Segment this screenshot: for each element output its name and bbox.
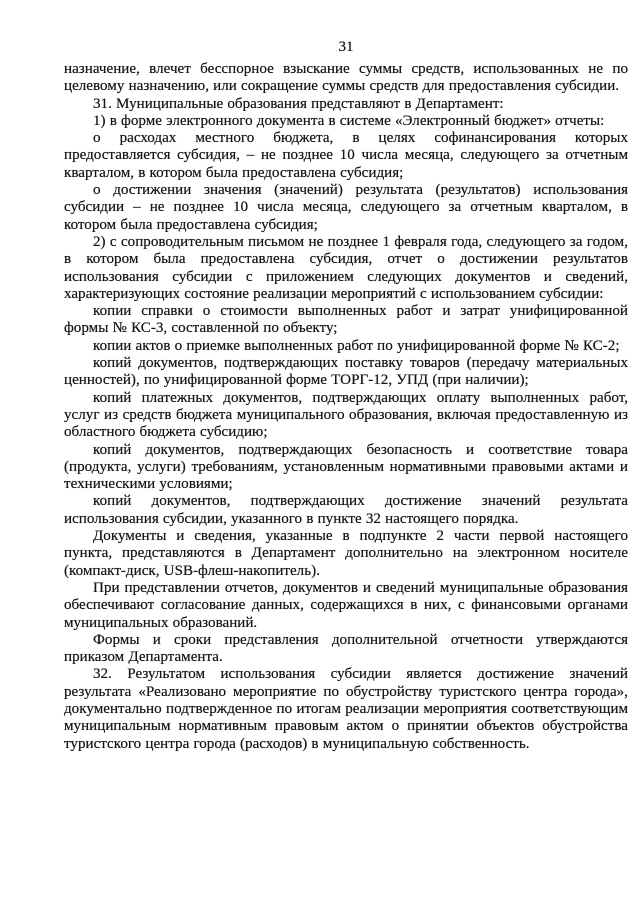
paragraph-data-coordination: При представлении отчетов, документов и сведений муниципальные образования обеспечивают согласование данных, содержащихся в них, с финансовыми органами муниципальных образований. (64, 579, 628, 631)
paragraph-copies-torg12: копий документов, подтверждающих поставку товаров (передачу материальных ценностей), по унифицированной форме ТОРГ-12, УПД (при наличии); (64, 355, 628, 389)
paragraph-copies-ks3: копии справки о стоимости выполненных работ и затрат унифицированной формы № КС-3, составленной по объекту; (64, 303, 628, 337)
paragraph-reporting-forms: Формы и сроки представления дополнительной отчетности утверждаются приказом Департамента. (64, 631, 628, 666)
paragraph-copies-safety-docs: копий документов, подтверждающих безопасность и соответствие товара (продукта, услуги) требованиям, установленным нормативными правовыми актами и техническими условиями; (64, 441, 628, 493)
paragraph-copies-ks2: копии актов о приемке выполненных работ по унифицированной форме № КС-2; (93, 337, 620, 354)
paragraph-subclause-1: 1) в форме электронного документа в системе «Электронный бюджет» отчеты: (93, 112, 605, 129)
paragraph-electronic-media: Документы и сведения, указанные в подпункте 2 части первой настоящего пункта, представляются в Департамент дополнительно на электронном носителе (компакт-диск, USB-флеш-накопитель). (64, 528, 628, 579)
paragraph-clause-32: 32. Результатом использования субсидии является достижение значений результата «Реализовано мероприятие по обустройству туристского центра города», документально подтвержденное по итогам реализации мероприятия соответствующим муниципальным нормативным правовым актом о принятии объектов обустройства туристского центра города (расходов) в муниципальную собственность. (64, 666, 628, 752)
document-body (64, 61, 628, 753)
paragraph-report-results: о достижении значения (значений) результата (результатов) использования субсидии – не позднее 10 числа месяца, следующего за отчетным кварталом, в котором была предоставлена субсидия; (64, 182, 628, 233)
paragraph-clause-31: 31. Муниципальные образования представляют в Департамент: (93, 95, 504, 112)
paragraph-subclause-2: 2) с сопроводительным письмом не позднее 1 февраля года, следующего за годом, в котором была предоставлена субсидия, отчет о достижении результатов использования субсидии с приложением следующих документов и сведений, характеризующих состояние реализации мероприятий с использованием субсидии: (64, 233, 628, 302)
paragraph-report-expenses: о расходах местного бюджета, в целях софинансирования которых предоставляется субсидия, – не позднее 10 числа месяца, следующего за отчетным кварталом, в котором была предоставлена субсидия; (64, 130, 628, 181)
paragraph-continuation: назначение, влечет бесспорное взыскание суммы средств, использованных не по целевому назначению, или сокращение суммы средств для предоставления субсидии. (64, 61, 628, 95)
paragraph-copies-payment-docs: копий платежных документов, подтверждающих оплату выполненных работ, услуг из средств бюджета муниципального образования, включая предоставленную из областного бюджета субсидию; (64, 389, 628, 441)
paragraph-copies-result-docs: копий документов, подтверждающих достижение значений результата использования субсидии, указанного в пункте 32 настоящего порядка. (64, 493, 628, 527)
page-number: 31 (338, 39, 354, 55)
